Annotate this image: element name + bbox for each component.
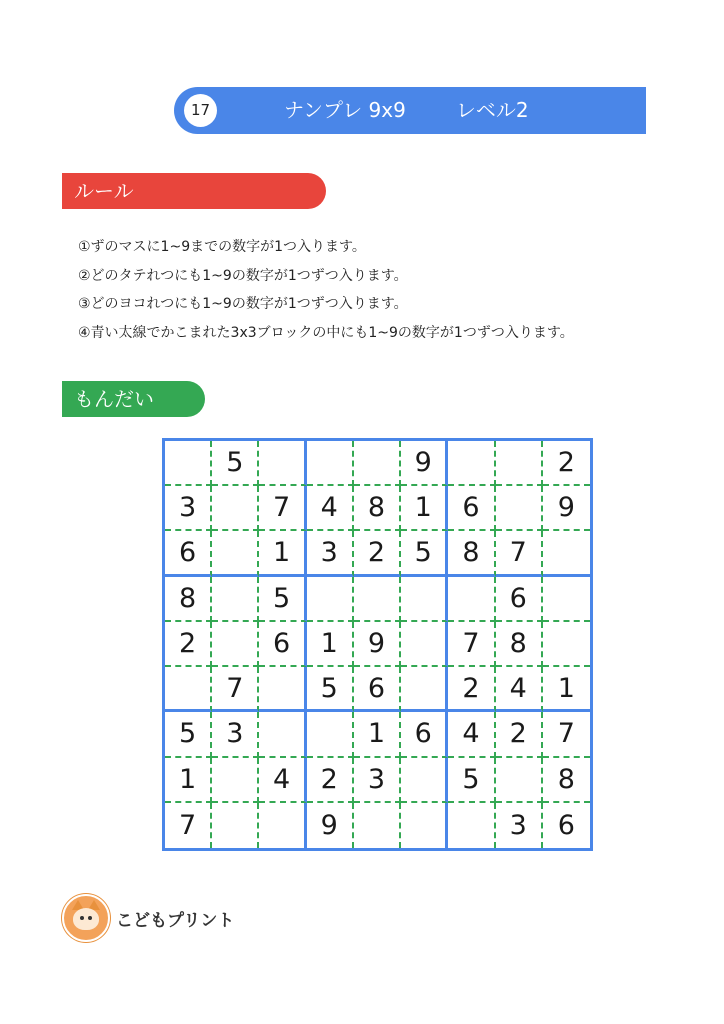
sudoku-cell[interactable]: 1 <box>165 758 212 803</box>
sudoku-cell[interactable]: 3 <box>212 712 259 757</box>
sudoku-cell[interactable]: 6 <box>496 577 543 622</box>
sudoku-cell[interactable]: 3 <box>496 803 543 848</box>
sudoku-cell[interactable]: 1 <box>259 531 306 576</box>
sudoku-cell[interactable]: 6 <box>259 622 306 667</box>
sudoku-cell[interactable] <box>212 622 259 667</box>
sudoku-cell[interactable]: 4 <box>496 667 543 712</box>
sudoku-cell[interactable]: 9 <box>543 486 590 531</box>
title-label: ナンプレ 9x9 <box>284 98 406 122</box>
sudoku-cell[interactable]: 8 <box>448 531 495 576</box>
sudoku-cell[interactable]: 2 <box>165 622 212 667</box>
sudoku-cell[interactable]: 7 <box>496 531 543 576</box>
sudoku-cell[interactable] <box>354 577 401 622</box>
sudoku-cell[interactable]: 4 <box>307 486 354 531</box>
sudoku-cell[interactable] <box>165 667 212 712</box>
sudoku-cell[interactable]: 3 <box>165 486 212 531</box>
sudoku-cell[interactable]: 7 <box>259 486 306 531</box>
sudoku-cell[interactable]: 8 <box>354 486 401 531</box>
sudoku-cell[interactable] <box>212 803 259 848</box>
logo-text: こどもプリント <box>116 910 235 931</box>
sudoku-cell[interactable] <box>354 803 401 848</box>
rule-item: ①ずのマスに1~9までの数字が1つ入ります。 <box>78 239 366 255</box>
sudoku-cell[interactable] <box>259 712 306 757</box>
sudoku-cell[interactable]: 2 <box>448 667 495 712</box>
sudoku-cell[interactable] <box>259 803 306 848</box>
sudoku-cell[interactable]: 9 <box>401 441 448 486</box>
sudoku-cell[interactable]: 7 <box>212 667 259 712</box>
sudoku-cell[interactable] <box>401 667 448 712</box>
rule-item: ②どのタテれつにも1~9の数字が1つずつ入ります。 <box>78 267 408 284</box>
sudoku-cell[interactable] <box>307 577 354 622</box>
sudoku-cell[interactable]: 4 <box>259 758 306 803</box>
rule-item: ④青い太線でかこまれた3x3ブロックの中にも1~9の数字が1つずつ入ります。 <box>78 324 574 341</box>
sudoku-cell[interactable]: 3 <box>307 531 354 576</box>
sudoku-cell[interactable] <box>307 712 354 757</box>
sudoku-cell[interactable] <box>543 622 590 667</box>
sudoku-cell[interactable]: 6 <box>354 667 401 712</box>
sudoku-cell[interactable]: 5 <box>448 758 495 803</box>
rules-heading: ルール <box>62 173 326 209</box>
sudoku-cell[interactable]: 6 <box>448 486 495 531</box>
sudoku-cell[interactable] <box>212 486 259 531</box>
sudoku-cell[interactable]: 2 <box>354 531 401 576</box>
sudoku-cell[interactable]: 7 <box>543 712 590 757</box>
sudoku-cell[interactable]: 6 <box>165 531 212 576</box>
sudoku-cell[interactable]: 9 <box>307 803 354 848</box>
problem-heading: もんだい <box>62 381 205 417</box>
sudoku-cell[interactable]: 7 <box>165 803 212 848</box>
sudoku-cell[interactable] <box>401 758 448 803</box>
sudoku-cell[interactable] <box>496 486 543 531</box>
sudoku-cell[interactable] <box>212 577 259 622</box>
sudoku-cell[interactable]: 5 <box>212 441 259 486</box>
sudoku-cell[interactable] <box>543 577 590 622</box>
sudoku-cell[interactable]: 8 <box>165 577 212 622</box>
sudoku-cell[interactable]: 7 <box>448 622 495 667</box>
sudoku-cell[interactable] <box>448 577 495 622</box>
worksheet-number: 17 <box>184 94 217 127</box>
sudoku-cell[interactable] <box>543 531 590 576</box>
sudoku-cell[interactable] <box>212 758 259 803</box>
rules-list <box>78 236 574 350</box>
sudoku-cell[interactable]: 6 <box>401 712 448 757</box>
sudoku-cell[interactable] <box>496 758 543 803</box>
page-title <box>284 87 529 134</box>
sudoku-cell[interactable]: 5 <box>165 712 212 757</box>
sudoku-cell[interactable]: 1 <box>354 712 401 757</box>
sudoku-cell[interactable]: 1 <box>401 486 448 531</box>
sudoku-cell[interactable]: 5 <box>401 531 448 576</box>
sudoku-cell[interactable] <box>448 441 495 486</box>
sudoku-cell[interactable] <box>401 622 448 667</box>
sudoku-cell[interactable]: 5 <box>307 667 354 712</box>
sudoku-cell[interactable] <box>448 803 495 848</box>
sudoku-cell[interactable]: 8 <box>543 758 590 803</box>
sudoku-cell[interactable]: 8 <box>496 622 543 667</box>
sudoku-cell[interactable]: 9 <box>354 622 401 667</box>
sudoku-cell[interactable] <box>354 441 401 486</box>
sudoku-cell[interactable]: 1 <box>543 667 590 712</box>
sudoku-cell[interactable]: 2 <box>307 758 354 803</box>
level-label: レベル2 <box>455 98 529 122</box>
site-logo <box>62 895 234 941</box>
rule-item: ③どのヨコれつにも1~9の数字が1つずつ入ります。 <box>78 296 408 312</box>
sudoku-cell[interactable] <box>496 441 543 486</box>
sudoku-cell[interactable]: 2 <box>496 712 543 757</box>
sudoku-grid <box>162 438 593 851</box>
sudoku-cell[interactable] <box>401 803 448 848</box>
sudoku-cell[interactable] <box>212 531 259 576</box>
title-bar <box>174 87 646 134</box>
sudoku-cell[interactable] <box>259 441 306 486</box>
sudoku-cell[interactable] <box>165 441 212 486</box>
sudoku-cell[interactable]: 4 <box>448 712 495 757</box>
sudoku-cell[interactable]: 6 <box>557 809 575 841</box>
cat-face-icon <box>62 894 110 942</box>
sudoku-cell[interactable] <box>401 577 448 622</box>
sudoku-cell[interactable]: 3 <box>354 758 401 803</box>
sudoku-cell[interactable]: 2 <box>543 441 590 486</box>
sudoku-cell[interactable]: 1 <box>307 622 354 667</box>
sudoku-cell[interactable] <box>259 667 306 712</box>
sudoku-cell[interactable]: 5 <box>259 577 306 622</box>
sudoku-cell[interactable] <box>307 441 354 486</box>
